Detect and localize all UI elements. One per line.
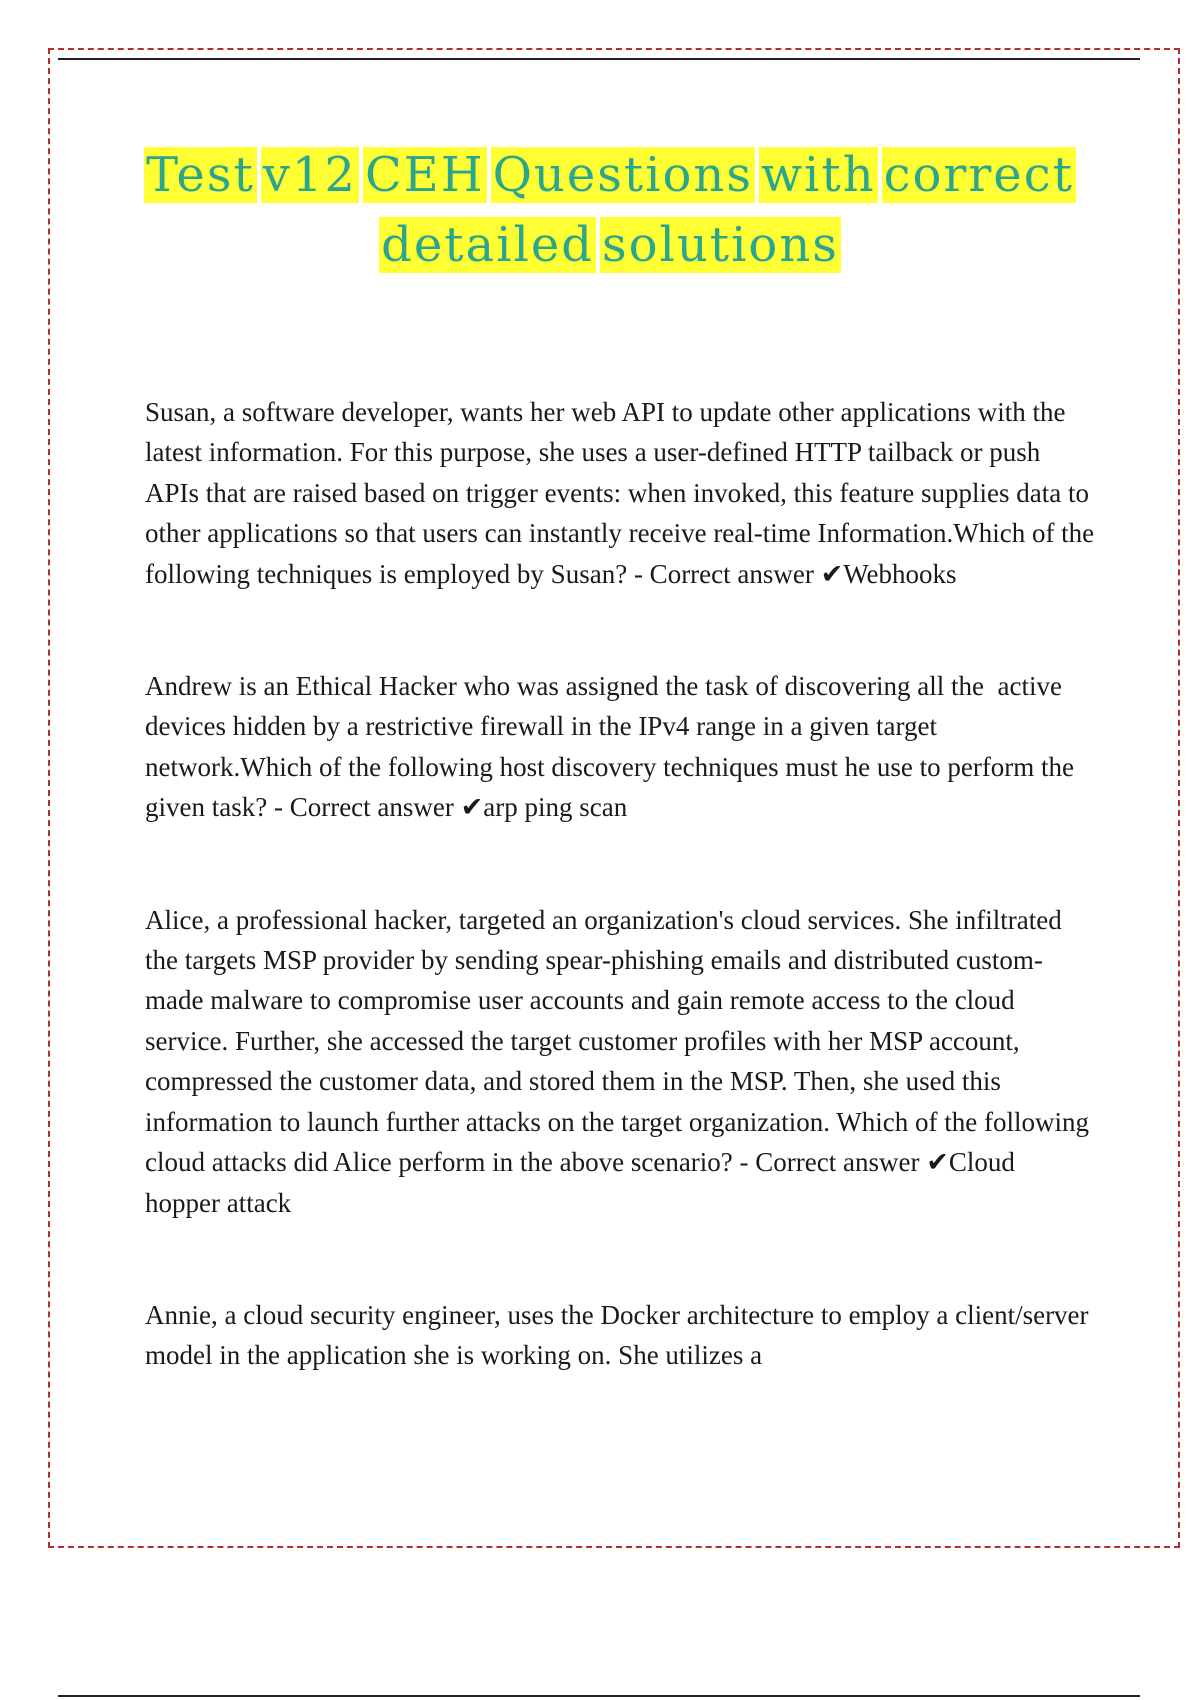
answer-separator: - Correct answer <box>732 1147 927 1178</box>
question-list <box>145 392 1101 1448</box>
title-word: solutions <box>601 217 839 273</box>
title-word: correct <box>883 147 1074 203</box>
question-item <box>145 666 1095 828</box>
question-item <box>145 1295 1095 1376</box>
answer-separator: - Correct answer <box>267 792 461 823</box>
question-item <box>145 392 1101 594</box>
checkmark-icon: ✔ <box>820 558 844 589</box>
checkmark-icon: ✔ <box>460 792 484 823</box>
title-word: CEH <box>364 147 485 203</box>
title-word: with <box>760 147 876 203</box>
document-title <box>110 140 1110 280</box>
bottom-divider <box>58 1695 1140 1697</box>
answer-text: Webhooks <box>843 558 957 589</box>
question-item <box>145 900 1095 1223</box>
question-text: Annie, a cloud security engineer, uses the Docker architecture to employ a client/server model in the application she is working on. She utilizes a <box>145 1299 1096 1371</box>
title-word: Questions <box>492 147 753 203</box>
question-text: Alice, a professional hacker, targeted an organization's cloud services. She infiltrated the targets MSP provider by sending spear-phishing emails and distributed custom-made malware to compromise user accounts and gain remote access to the cloud service. Further, she accessed the target customer profiles with her MSP account, compressed the customer data, and stored them in the MSP. Then, she used this information to launch further attacks on the target organization. Which of the following cloud attacks did Alice perform in the above scenario? <box>145 904 1096 1178</box>
title-word: Test <box>146 147 255 203</box>
top-divider <box>58 58 1140 60</box>
checkmark-icon: ✔ <box>926 1147 949 1178</box>
title-line-1 <box>110 140 1110 210</box>
answer-text: Cloud hopper attack <box>145 1147 1022 1218</box>
answer-separator: - Correct answer <box>627 558 821 589</box>
title-word: detailed <box>381 217 594 273</box>
question-text: Susan, a software developer, wants her web API to update other applications with the latest information. For this purpose, she uses a user-defined HTTP tailback or push APIs that are raised based on trigger events: when invoked, this feature supplies data to other applications so that users can instantly receive real-time Information.Which of the following techniques is employed by Susan? <box>145 397 1101 589</box>
title-line-2 <box>110 210 1110 280</box>
answer-text: arp ping scan <box>483 792 628 823</box>
question-text: Andrew is an Ethical Hacker who was assigned the task of discovering all the active devices hidden by a restrictive firewall in the IPv4 range in a given target network.Which of the following host discovery techniques must he use to perform the given task? <box>145 671 1081 823</box>
title-word: v12 <box>262 147 357 203</box>
